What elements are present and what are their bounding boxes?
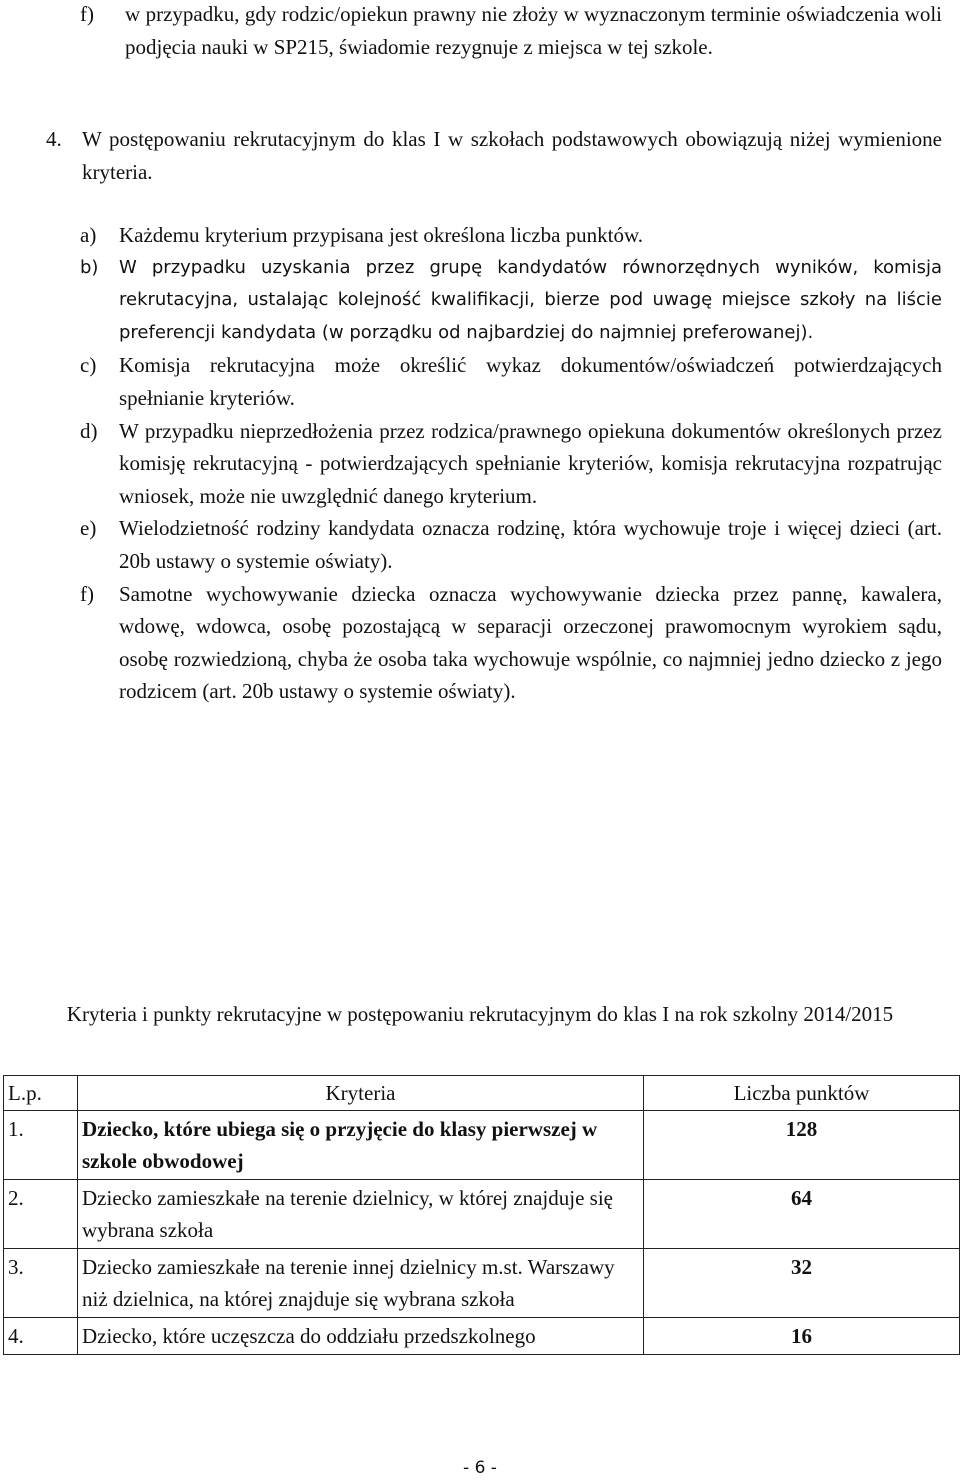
table-row: [4, 1249, 960, 1318]
row-number: 3.: [4, 1249, 78, 1318]
item-label: e): [80, 516, 97, 541]
row-criterion: Dziecko, które uczęszcza do oddziału przedszkolnego: [78, 1318, 644, 1355]
row-points: 32: [644, 1249, 960, 1318]
item-text: Wielodzietność rodziny kandydata oznacza rodzinę, która wychowuje troje i więcej dzieci (art. 20b ustawy o systemie oświaty).: [119, 516, 942, 573]
item-label: f): [80, 581, 94, 606]
item-label: f): [80, 2, 94, 26]
table-row: [4, 1180, 960, 1249]
row-criterion: Dziecko zamieszkałe na terenie dzielnicy, w której znajduje się wybrana szkoła: [78, 1180, 644, 1249]
criteria-table: [3, 1075, 960, 1355]
row-number: 2.: [4, 1180, 78, 1249]
item-text: Komisja rekrutacyjna może określić wykaz dokumentów/oświadczeń potwierdzających spełnianie kryteriów.: [119, 353, 942, 410]
list-item-b: [80, 252, 942, 350]
table-row: [4, 1318, 960, 1355]
page-number: - 6 -: [463, 1458, 497, 1478]
list-item-f: [80, 578, 942, 708]
list-item-c: [80, 349, 942, 414]
row-number: 4.: [4, 1318, 78, 1355]
table-header-row: [4, 1076, 960, 1111]
table-row: [4, 1111, 960, 1180]
column-header-points: Liczba punktów: [644, 1076, 960, 1111]
row-criterion: Dziecko zamieszkałe na terenie innej dzielnicy m.st. Warszawy niż dzielnica, na której znajduje się wybrana szkoła: [78, 1249, 644, 1318]
column-header-lp: L.p.: [4, 1076, 78, 1111]
list-item-a: [80, 219, 942, 252]
item-label: 4.: [46, 127, 62, 151]
row-points: 64: [644, 1180, 960, 1249]
numbered-item-4: [46, 123, 942, 188]
row-points: 128: [644, 1111, 960, 1180]
item-text: W przypadku uzyskania przez grupę kandydatów równorzędnych wyników, komisja rekrutacyjna, ustalając kolejność kwalifikacji, bierze pod uwagę miejsce szkoły na liście preferencji kandydata (w porządku od najbardziej do najmniej preferowanej).: [119, 256, 942, 343]
table-caption: Kryteria i punkty rekrutacyjne w postępowaniu rekrutacyjnym do klas I na rok szkolny 2014/2015: [66, 1002, 894, 1026]
list-item-e: [80, 512, 942, 577]
item-text: Samotne wychowywanie dziecka oznacza wychowywanie dziecka przez pannę, kawalera, wdowę, wdowca, osobę pozostającą w separacji orzeczonej prawomocnym wyrokiem sądu, osobę rozwiedzioną, chyba że osoba taka wychowuje wspólnie, co najmniej jedno dziecko z jego rodzicem (art. 20b ustawy o systemie oświaty).: [119, 581, 942, 704]
row-points: 16: [644, 1318, 960, 1355]
criteria-rules-list: [80, 219, 942, 708]
item-text: w przypadku, gdy rodzic/opiekun prawny nie złoży w wyznaczonym terminie oświadczenia woli podjęcia nauki w SP215, świadomie rezygnuje z miejsca w tej szkole.: [125, 2, 942, 59]
column-header-criterion: Kryteria: [78, 1076, 644, 1111]
item-text: Każdemu kryterium przypisana jest określona liczba punktów.: [119, 223, 644, 247]
item-label: b): [80, 256, 99, 278]
row-criterion: Dziecko, które ubiega się o przyjęcie do klasy pierwszej w szkole obwodowej: [78, 1111, 644, 1180]
item-label: d): [80, 418, 98, 443]
item-text: W postępowaniu rekrutacyjnym do klas I w szkołach podstawowych obowiązują niżej wymienione kryteria.: [82, 127, 942, 184]
item-label: c): [80, 353, 97, 378]
list-item-f-continued: [80, 0, 942, 63]
list-item-d: [80, 415, 942, 513]
row-number: 1.: [4, 1111, 78, 1180]
item-text: W przypadku nieprzedłożenia przez rodzica/prawnego opiekuna dokumentów określonych przez komisję rekrutacyjną - potwierdzających spełnianie kryteriów, komisja rekrutacyjna rozpatrując wniosek, może nie uwzględnić danego kryterium.: [119, 418, 942, 508]
item-label: a): [80, 223, 97, 247]
